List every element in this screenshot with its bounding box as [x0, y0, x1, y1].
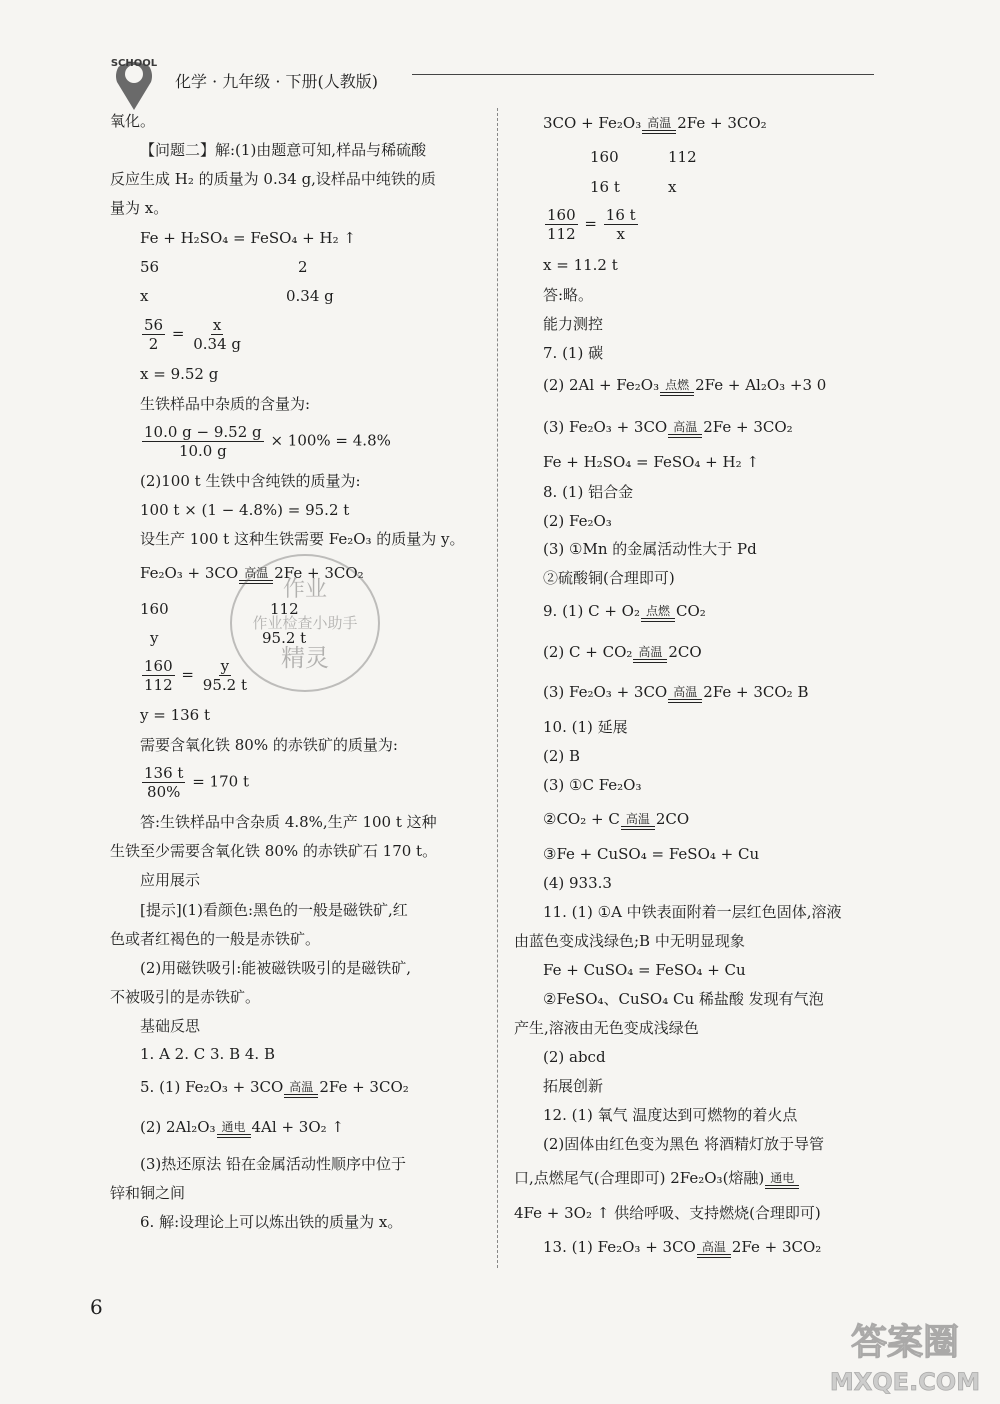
text-line: (2)用磁铁吸引:能被磁铁吸引的是磁铁矿,	[140, 959, 412, 977]
text-line: (2)100 t 生铁中含纯铁的质量为:	[140, 472, 361, 490]
equation-value: 95.2 t	[262, 629, 307, 647]
text-line: (2)固体由红色变为黑色 将酒精灯放于导管	[543, 1135, 825, 1153]
percent-formula: $\frac{10.0 g - 9.52 g}{10.0 g}$ × 100% = 4.8%	[144, 423, 391, 460]
equation-value: 0.34 g	[286, 287, 334, 305]
proportion: $\frac{160}{112}$ = $\frac{16 t}{x}$	[547, 206, 636, 243]
equation: (2) 2Al + Fe₂O₃ 点燃 2Fe + Al₂O₃ +3 0	[543, 376, 827, 394]
text-line: 10. (1) 延展	[543, 718, 628, 736]
page-number: 6	[90, 1295, 103, 1319]
section-heading: 基础反思	[140, 1017, 201, 1035]
text-line: 11. (1) ①A 中铁表面附着一层红色固体,溶液	[543, 903, 842, 921]
text-line: [提示](1)看颜色:黑色的一般是磁铁矿,红	[140, 901, 408, 919]
text-line: 由蓝色变成浅绿色;B 中无明显现象	[514, 932, 745, 950]
result: y = 136 t	[140, 706, 211, 724]
text-line: 产生,溶液由无色变成浅绿色	[514, 1019, 699, 1037]
text-line: (4) 933.3	[543, 874, 612, 892]
equation: (2) 2Al₂O₃ 通电 4Al + 3O₂ ↑	[140, 1118, 344, 1136]
equation-coef: 112	[668, 148, 697, 166]
text-line: 氧化。	[110, 112, 156, 130]
text-line: 生铁至少需要含氧化铁 80% 的赤铁矿石 170 t。	[110, 842, 438, 860]
text-line: 8. (1) 铝合金	[543, 483, 634, 501]
equation-value: x	[140, 287, 149, 305]
result: x = 11.2 t	[543, 256, 618, 274]
equation: 9. (1) C + O₂ 点燃 CO₂	[543, 602, 706, 620]
equation: Fe + H₂SO₄ = FeSO₄ + H₂ ↑	[543, 453, 759, 471]
text-line: 生铁样品中杂质的含量为:	[140, 395, 311, 413]
equation: 5. (1) Fe₂O₃ + 3CO 高温 2Fe + 3CO₂	[140, 1078, 409, 1096]
text-line: ②FeSO₄、CuSO₄ Cu 稀盐酸 发现有气泡	[543, 990, 824, 1008]
header-title: 化学 · 九年级 · 下册(人教版)	[175, 72, 379, 91]
text-line: 4Fe + 3O₂ ↑ 供给呼吸、支持燃烧(合理即可)	[514, 1204, 821, 1222]
equation: ③Fe + CuSO₄ = FeSO₄ + Cu	[543, 845, 760, 863]
equation-coef: 160	[590, 148, 619, 166]
equation: ②CO₂ + C 高温 2CO	[543, 810, 690, 828]
proportion: $\frac{56}{2}$ = $\frac{x}{0.34 g}$	[144, 316, 242, 353]
text-line: 需要含氧化铁 80% 的赤铁矿的质量为:	[140, 736, 398, 754]
svg-text:作业: 作业	[282, 577, 328, 602]
text-line: 答:略。	[543, 286, 594, 304]
equation: (3) Fe₂O₃ + 3CO 高温 2Fe + 3CO₂ B	[543, 683, 809, 701]
equation-coef: 160	[140, 600, 169, 618]
equation: (2) C + CO₂ 高温 2CO	[543, 643, 702, 661]
equation: Fe + CuSO₄ = FeSO₄ + Cu	[543, 961, 746, 979]
brand-watermark	[820, 1310, 990, 1400]
svg-text:精灵: 精灵	[281, 644, 329, 672]
text-line: 锌和铜之间	[110, 1184, 186, 1202]
svg-text:作业检查小助手: 作业检查小助手	[252, 614, 358, 632]
text-line: 反应生成 H₂ 的质量为 0.34 g,设样品中纯铁的质	[110, 170, 436, 188]
proportion: $\frac{160}{112}$ = $\frac{y}{95.2 t}$	[144, 657, 247, 694]
result: x = 9.52 g	[140, 365, 219, 383]
text-line: 【问题二】解:(1)由题意可知,样品与稀硫酸	[140, 141, 427, 159]
proportion: $\frac{136 t}{80\%}$ = 170 t	[144, 764, 249, 801]
text-line: 色或者红褐色的一般是赤铁矿。	[110, 930, 321, 948]
column-divider	[497, 108, 498, 1268]
equation: 3CO + Fe₂O₃ 高温 2Fe + 3CO₂	[543, 114, 767, 132]
text-line: (3) ①Mn 的金属活动性大于 Pd	[543, 540, 757, 558]
equation-coef: 112	[270, 600, 299, 618]
header-rule	[412, 74, 874, 75]
text-line: (3) ①C Fe₂O₃	[543, 776, 642, 794]
equation-value: 16 t	[590, 178, 620, 196]
school-logo	[103, 50, 165, 112]
equation: Fe₂O₃ + 3CO 高温 2Fe + 3CO₂	[140, 564, 364, 582]
text-line: (3)热还原法 铅在金属活动性顺序中位于	[140, 1155, 407, 1173]
section-heading: 应用展示	[140, 871, 201, 889]
text-line: 设生产 100 t 这种生铁需要 Fe₂O₃ 的质量为 y。	[140, 530, 465, 548]
section-heading: 能力测控	[543, 315, 604, 333]
equation-value: x	[668, 178, 677, 196]
text-line: 量为 x。	[110, 199, 169, 217]
equation: (3) Fe₂O₃ + 3CO 高温 2Fe + 3CO₂	[543, 418, 793, 436]
text-line: (2) Fe₂O₃	[543, 512, 612, 530]
text-line: 1. A 2. C 3. B 4. B	[140, 1045, 275, 1063]
equation: 口,点燃尾气(合理即可) 2Fe₂O₃(熔融) 通电	[514, 1167, 800, 1189]
text-line: 7. (1) 碳	[543, 344, 604, 362]
logo-text: SCHOOL	[110, 58, 158, 69]
text-line: ②硫酸铜(合理即可)	[543, 569, 675, 587]
text-line: 不被吸引的是赤铁矿。	[110, 988, 261, 1006]
equation: Fe + H₂SO₄ = FeSO₄ + H₂ ↑	[140, 229, 356, 247]
text-line: 100 t × (1 − 4.8%) = 95.2 t	[140, 501, 350, 519]
equation: 13. (1) Fe₂O₃ + 3CO 高温 2Fe + 3CO₂	[543, 1238, 822, 1256]
text-line: (2) B	[543, 747, 581, 765]
section-heading: 拓展创新	[543, 1077, 604, 1095]
equation-coef: 2	[298, 258, 308, 276]
watermark-stamp	[225, 548, 385, 698]
svg-text:MXQE.COM: MXQE.COM	[829, 1368, 981, 1396]
text-line: (2) abcd	[543, 1048, 606, 1066]
svg-text:答案圈: 答案圈	[850, 1322, 960, 1363]
text-line: 12. (1) 氧气 温度达到可燃物的着火点	[543, 1106, 798, 1124]
equation-coef: 56	[140, 258, 160, 276]
text-line: 答:生铁样品中含杂质 4.8%,生产 100 t 这种	[140, 813, 437, 831]
text-line: 6. 解:设理论上可以炼出铁的质量为 x。	[140, 1213, 403, 1231]
equation-value: y	[150, 629, 159, 647]
